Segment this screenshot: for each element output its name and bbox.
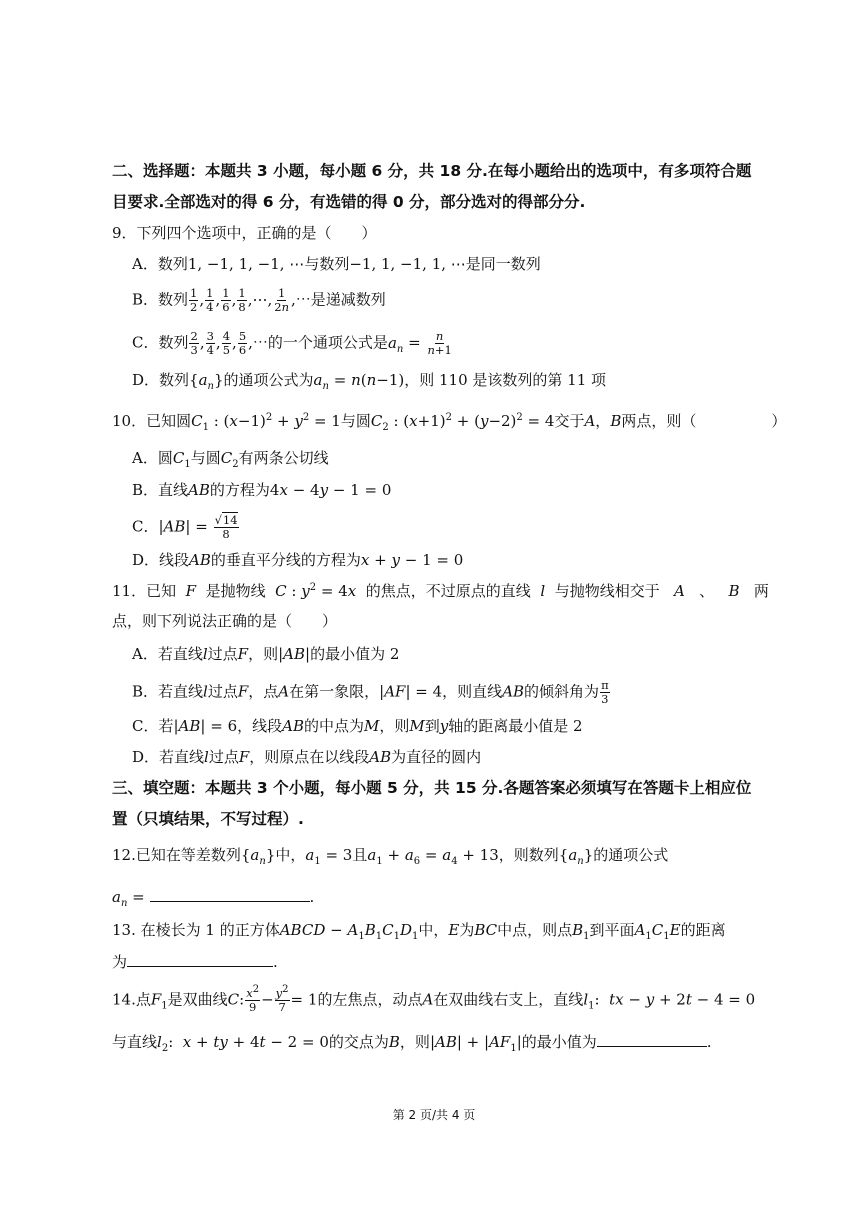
q11-option-a: A．若直线l过点F，则|AB|的最小值为 2 xyxy=(132,645,400,663)
q11-c-mid: ，线段 xyxy=(237,717,283,735)
q11-b-mid4: ，则直线 xyxy=(442,682,503,701)
q9-stem: 9．下列四个选项中，正确的是（ ） xyxy=(112,224,377,242)
q9-b-pre: B．数列 xyxy=(132,290,189,309)
q11-b-mid3: 在第一象限， xyxy=(289,682,380,701)
q9-d-pre: D．数列 xyxy=(132,371,190,389)
q10-b-mid: 的方程为 xyxy=(209,481,270,499)
q10-option-b: B．直线AB的方程为4x − 4y − 1 = 0 xyxy=(132,481,392,499)
q9-a-seq2: −1, 1, −1, 1, ⋯ xyxy=(349,255,466,273)
q9-d-mid: 的通项公式为 xyxy=(223,371,314,389)
q9-c-pre: C．数列 xyxy=(132,333,189,352)
q11-c-mid2: 的中点为 xyxy=(303,717,364,735)
q11-option-d: D．若直线l过点F，则原点在以线段AB为直径的圆内 xyxy=(132,748,482,766)
section2-heading-line2: 目要求.全部选对的得 6 分，有选错的得 0 分，部分选对的得部分分. xyxy=(112,193,586,211)
q12-answer-line: $a_n$ = . xyxy=(112,885,314,908)
q14-mid2: 的左焦点，动点 xyxy=(317,990,423,1009)
section2-heading-line1: 二、选择题：本题共 3 小题，每小题 6 分，共 18 分.在每小题给出的选项中，有多项符合题 xyxy=(112,162,752,180)
q14-line2-mid: 的交点为 xyxy=(328,1033,389,1051)
q12-post2: 的通项公式 xyxy=(593,846,669,864)
q11-end: 两 xyxy=(753,582,769,600)
q11-c-pre: C．若 xyxy=(132,717,174,735)
q9-option-b: B．数列 $\frac{1}{2}$ , $\frac{1}{4}$ , $\frac{1}{6}$ , $\frac{1}{8}$ ,⋯, $\frac{1}{2n}$ ,⋯是递减数列 xyxy=(132,286,386,314)
section3-heading-line2: 置（只填结果，不写过程）. xyxy=(112,810,304,828)
q11-mid: 是抛物线 xyxy=(205,582,266,600)
q10-post: 交于 xyxy=(554,412,585,430)
q9-option-a xyxy=(132,253,541,275)
q11-pre: 11．已知 xyxy=(112,582,177,600)
q10-d-pre: D．线段 xyxy=(132,551,190,569)
q9-a-post: 是同一数列 xyxy=(465,255,541,273)
q14-answer-blank[interactable] xyxy=(597,1030,707,1047)
q10-option-d: D．线段AB的垂直平分线的方程为x + y − 1 = 0 xyxy=(132,551,464,569)
q9-c-mid: 的一个通项公式是 xyxy=(267,333,388,352)
q9-option-c: C．数列 $\frac{2}{3}$ , $\frac{3}{4}$ , $\frac{4}{5}$ , $\frac{5}{6}$ ,⋯的一个通项公式是$a_n$ = $\frac{n}{n+1}$ xyxy=(132,329,452,357)
q10-option-c: C．|AB| = $\frac{√14}{8}$ xyxy=(132,513,238,541)
q13-mid4: 到平面 xyxy=(589,921,635,939)
q10-pre: 10．已知圆 xyxy=(112,412,192,430)
q11-c-post: 轴的距离最小值是 2 xyxy=(448,717,583,735)
q14-mid3: 在双曲线右支上，直线 xyxy=(433,990,584,1009)
q14-line2-pre: 与直线 xyxy=(112,1033,158,1051)
q11-option-c: C．若|AB| = 6，线段AB的中点为M，则M到y轴的距离最小值是 2 xyxy=(132,717,583,735)
q11-d-mid2: ，则原点在以线段 xyxy=(249,748,370,766)
q11-a-pre: A．若直线 xyxy=(132,645,203,663)
q13-answer-line xyxy=(112,950,278,973)
q12-mid: 中， xyxy=(275,846,306,864)
q12-stem: 12.已知在等差数列$\{a_n\}$中，$a_1 = 3$且$a_1 + a_6 = a_4 + 13$，则数列$\{a_n\}$的通项公式 xyxy=(112,846,669,867)
q14-stem-line1: 14.点$F_1$是双曲线C: $\frac{x^2}{9}$ − $\frac{y^2}{7}$ = 1的左焦点，动点A在双曲线右支上，直线$l_1$: tx − y + 2t − 4 = 0 xyxy=(112,984,756,1014)
q14-mid: 是双曲线 xyxy=(167,990,228,1009)
q9-b-post: 是递减数列 xyxy=(310,290,386,309)
q11-option-b: B．若直线l过点F，点A在第一象限，|AF| = 4，则直线AB的倾斜角为 $\frac{\pi}{3}$ xyxy=(132,678,609,706)
q11-stem-line2: 点，则下列说法正确的是（ ） xyxy=(112,612,338,630)
q12-pre: 12.已知在等差数列 xyxy=(112,846,241,864)
q13-mid: 中， xyxy=(418,921,449,939)
q12-end: . xyxy=(309,888,315,906)
q10-a-mid: 与圆 xyxy=(190,449,221,467)
section3-heading-line1: 三、填空题：本题共 3 个小题，每小题 5 分，共 15 分.各题答案必须填写在答题卡上相应位 xyxy=(112,779,752,797)
q10-b-pre: B．直线 xyxy=(132,481,189,499)
q11-d-pre: D．若直线 xyxy=(132,748,205,766)
q13-end: . xyxy=(273,953,278,971)
q11-a-mid2: ，则 xyxy=(248,645,279,663)
q14-pre: 14.点 xyxy=(112,990,151,1009)
q11-b-mid2: ，点 xyxy=(248,682,279,701)
q14-end: . xyxy=(706,1033,712,1051)
q10-stem: 10．已知圆$C_1$ : $(x-1)^2 + y^2 = 1$与圆$C_2$ : $(x+1)^2 + (y-2)^2 = 4$交于A，B两点，则（ ） xyxy=(112,412,787,433)
q9-d-post: ，则 110 是该数列的第 11 项 xyxy=(404,371,607,389)
q13-line2: 为 xyxy=(112,953,128,971)
q11-b-pre: B．若直线 xyxy=(132,682,204,701)
q14-line2-mid2: ，则 xyxy=(399,1033,430,1051)
q11-a-post: 的最小值为 2 xyxy=(310,645,400,663)
page-footer: 第 2 页/共 4 页 xyxy=(392,1108,476,1122)
q11-a-mid: 过点 xyxy=(207,645,238,663)
q10-mid: 与圆 xyxy=(340,412,371,430)
q11-mid2: 的焦点，不过原点的直线 xyxy=(365,582,531,600)
q13-answer-blank[interactable] xyxy=(127,950,273,967)
q11-b-mid: 过点 xyxy=(207,682,238,701)
q14-line2-post: 的最小值为 xyxy=(521,1033,597,1051)
q12-answer-blank[interactable] xyxy=(150,885,310,902)
q10-a-pre: A．圆 xyxy=(132,449,173,467)
q13-mid3: 中点，则点 xyxy=(497,921,573,939)
q10-a-post: 有两条公切线 xyxy=(238,449,329,467)
q10-d-mid: 的垂直平分线的方程为 xyxy=(210,551,361,569)
q13-post: 的距离 xyxy=(680,921,726,939)
q10-post2: 两点，则（ ） xyxy=(621,412,787,430)
q10-c-pre: C． xyxy=(132,517,159,536)
q9-a-mid: 与数列 xyxy=(304,255,350,273)
q13-mid2: 为 xyxy=(459,921,475,939)
q9-option-d: D．数列$\{a_n\}$的通项公式为$a_n = n(n-1)$，则 110 是该数列的第 11 项 xyxy=(132,371,607,392)
q12-post: ，则数列 xyxy=(498,846,559,864)
q9-a-pre: A．数列 xyxy=(132,255,188,273)
q9-a-seq1: 1, −1, 1, −1, ⋯ xyxy=(187,255,305,273)
q11-c-mid4: 到 xyxy=(424,717,440,735)
q11-stem-line1: 11．已知 F 是抛物线 C : $y^2 = 4x$ 的焦点，不过原点的直线 l 与抛物线相交于 A 、 B 两 xyxy=(112,582,769,600)
q11-mid3: 与抛物线相交于 xyxy=(554,582,660,600)
q11-b-post: 的倾斜角为 xyxy=(524,682,600,701)
q11-d-post: 为直径的圆内 xyxy=(391,748,482,766)
q13-pre: 13. 在棱长为 1 的正方体 xyxy=(112,921,280,939)
q11-d-mid: 过点 xyxy=(208,748,239,766)
q11-c-mid3: ，则 xyxy=(379,717,410,735)
q12-mid2: 且 xyxy=(352,846,368,864)
q13-stem: 13. 在棱长为 1 的正方体ABCD − $A_1B_1C_1D_1$中，E为BC中点，则点$B_1$到平面$A_1C_1E$的距离 xyxy=(112,921,726,942)
q14-stem-line2: 与直线$l_2$: x + ty + 4t − 2 = 0的交点为B，则$|AB| + |AF_1|$的最小值为 . xyxy=(112,1030,712,1053)
q10-option-a: A．圆$C_1$与圆$C_2$有两条公切线 xyxy=(132,449,329,470)
